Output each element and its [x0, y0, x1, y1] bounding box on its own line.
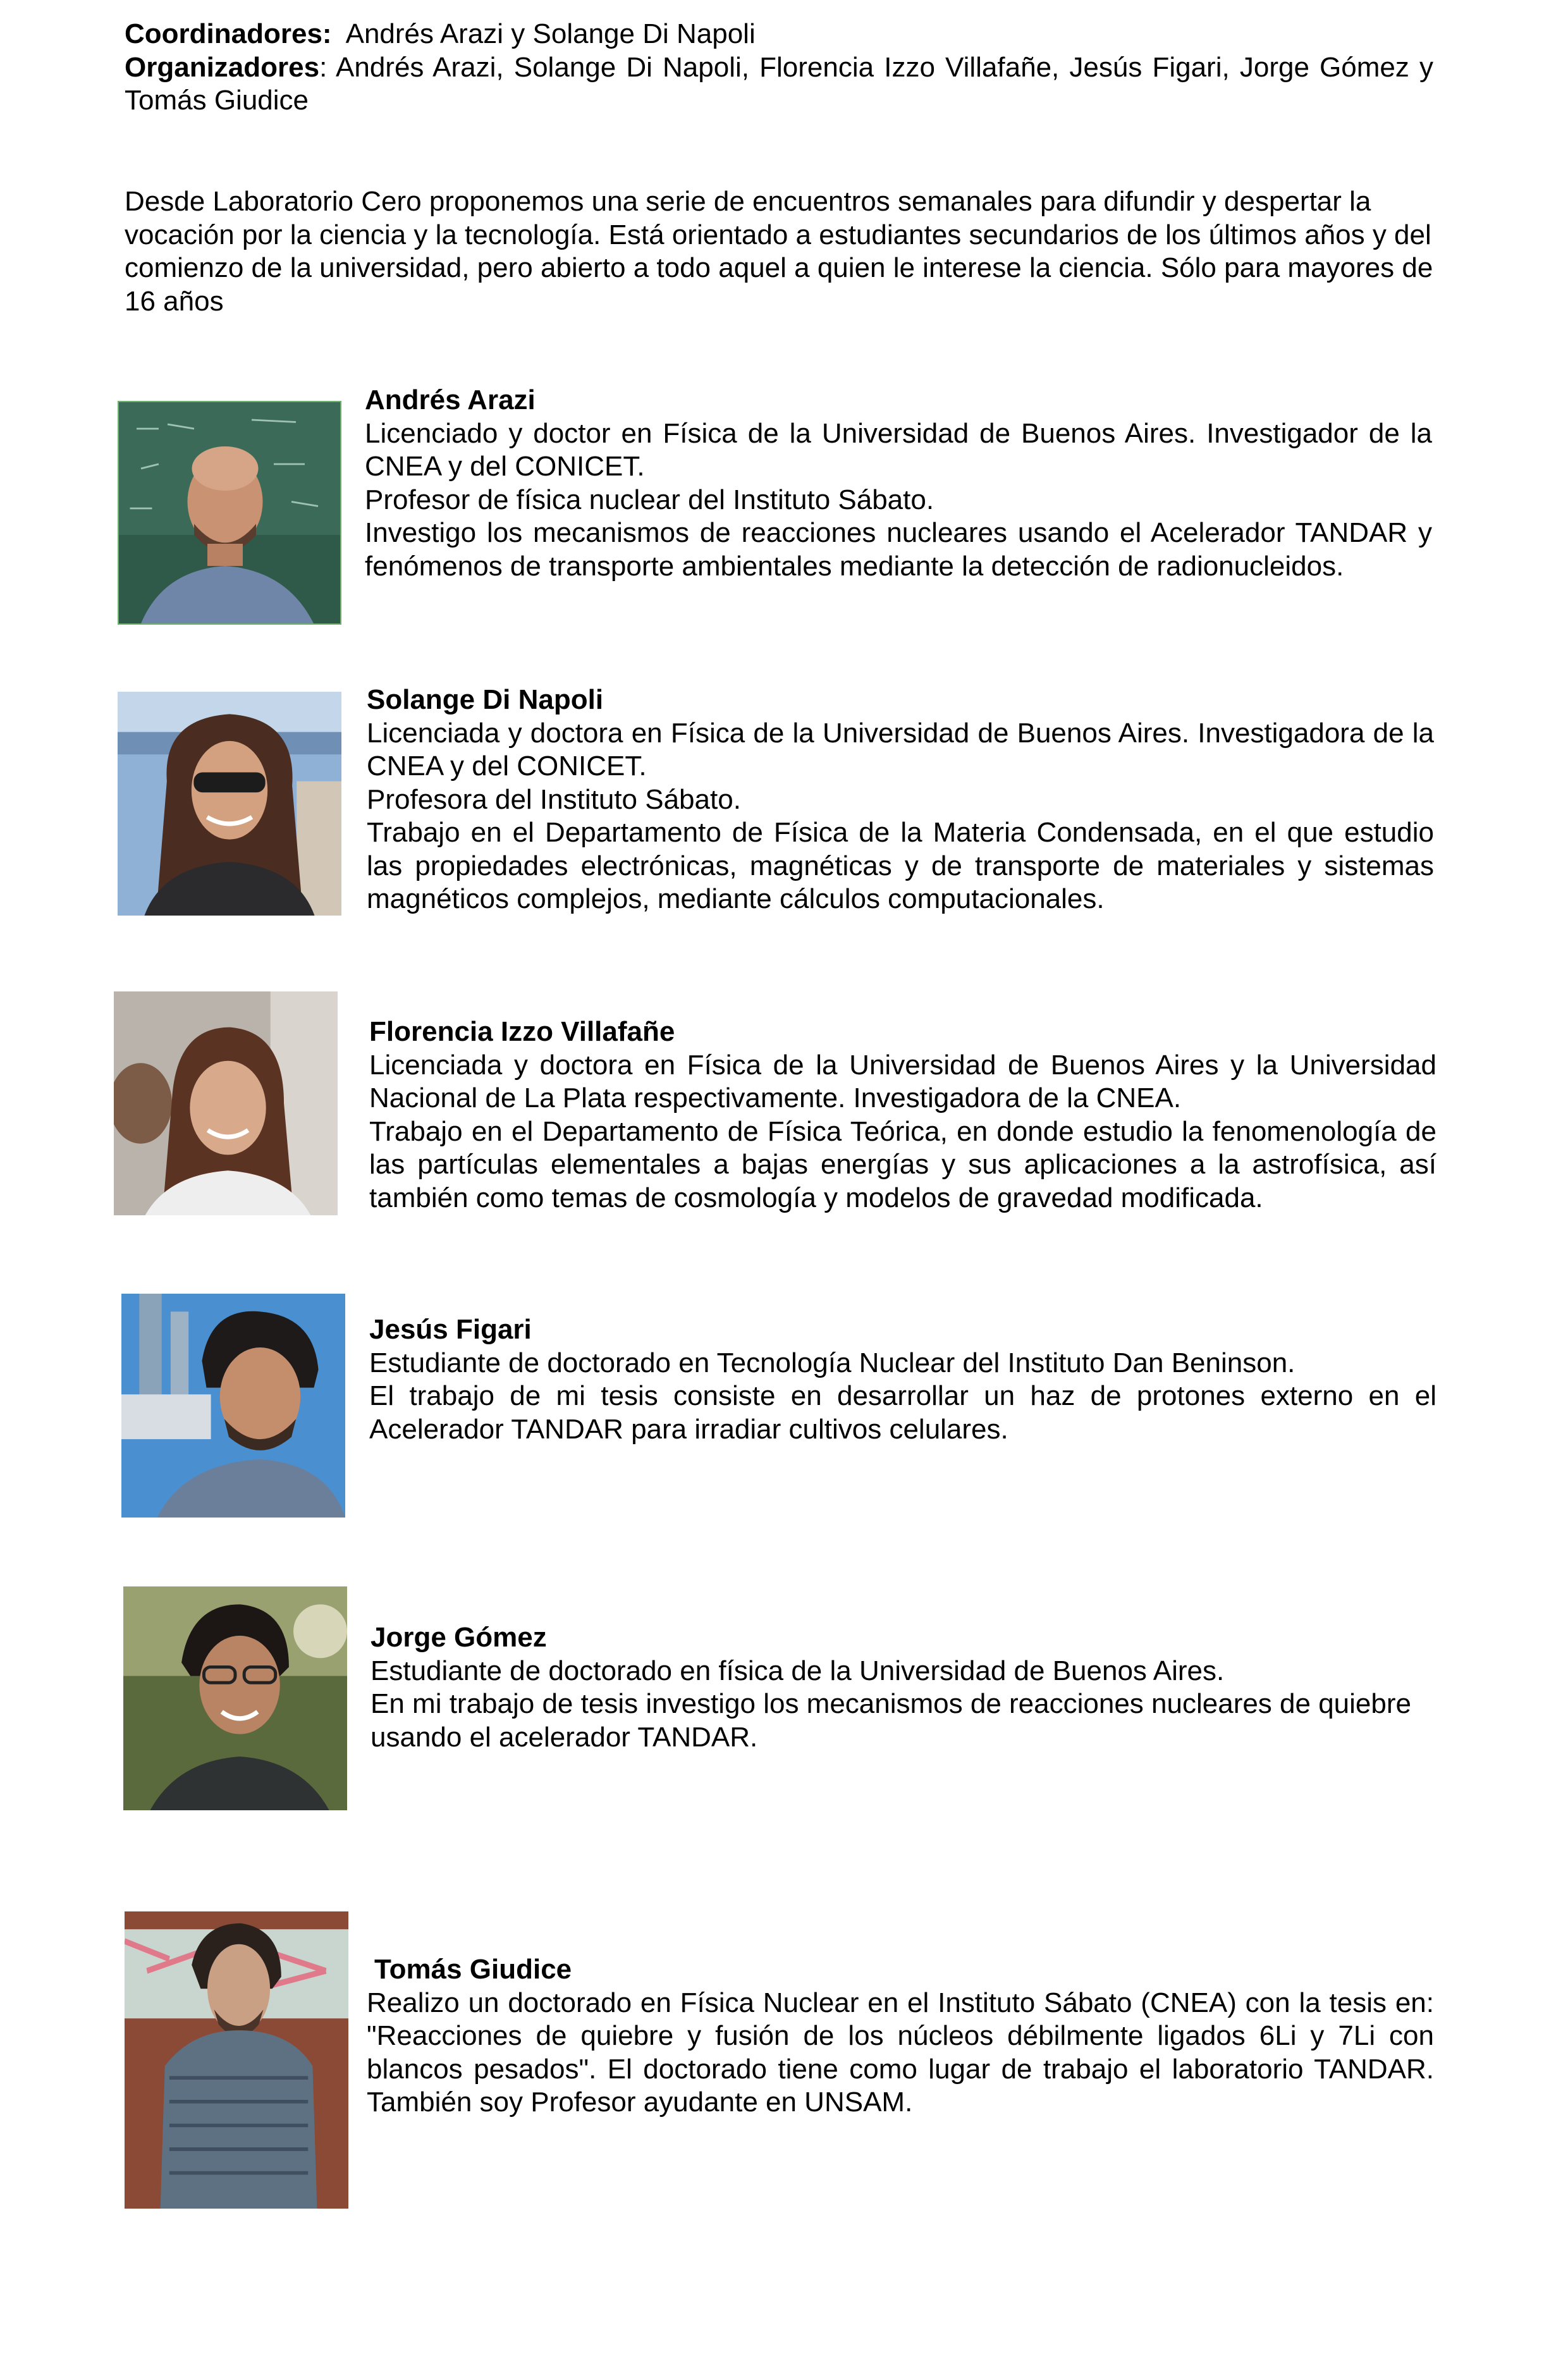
coordinators-value: Andrés Arazi y Solange Di Napoli [345, 18, 756, 49]
credits-block [125, 18, 1433, 118]
bio-line: Estudiante de doctorado en física de la Universidad de Buenos Aires. [371, 1655, 1225, 1686]
photo-jesus-figari [121, 1294, 345, 1518]
person-name: Tomás Giudice [374, 1954, 572, 1985]
person-name: Andrés Arazi [365, 384, 536, 415]
bio-jorge-gomez [371, 1621, 1438, 1754]
organizers-line [125, 51, 1433, 118]
bio-line: Trabajo en el Departamento de Física de la Materia Condensada, en el que estudio las propiedades electrónicas, magnéticas y de transporte de materiales y sistemas magnéticos complejos, mediante cálculos computacionales. [367, 817, 1434, 914]
bio-line: En mi trabajo de tesis investigo los mecanismos de reacciones nucleares de quiebre usando el acelerador TANDAR. [371, 1688, 1411, 1753]
bio-line: Investigo los mecanismos de reacciones nucleares usando el Acelerador TANDAR y fenómenos de transporte ambientales mediante la detección de radionucleidos. [365, 517, 1432, 582]
bio-line: Realizo un doctorado en Física Nuclear en el Instituto Sábato (CNEA) con la tesis en: "Reacciones de quiebre y fusión de los núcleos débilmente ligados 6Li y 7Li con blancos pesados". El doctorado tiene como lugar de trabajo el laboratorio TANDAR. También soy Profesor ayudante en UNSAM. [367, 1987, 1434, 2118]
person-name: Jorge Gómez [371, 1622, 547, 1653]
bio-line: El trabajo de mi tesis consiste en desarrollar un haz de protones externo en el Acelerador TANDAR para irradiar cultivos celulares. [369, 1380, 1436, 1445]
coordinators-line [125, 18, 1433, 51]
bio-florencia-izzo-villafane [369, 1015, 1436, 1215]
bio-line: Profesora del Instituto Sábato. [367, 783, 741, 815]
photo-tomas-giudice [125, 1911, 348, 2209]
bio-line: Licenciado y doctor en Física de la Universidad de Buenos Aires. Investigador de la CNEA y del CONICET. [365, 417, 1432, 482]
bio-line: Trabajo en el Departamento de Física Teórica, en donde estudio la fenomenología de las partículas elementales a bajas energías y sus aplicaciones a la astrofísica, así también como temas de cosmología y modelos de gravedad modificada. [369, 1115, 1436, 1213]
person-name: Solange Di Napoli [367, 684, 604, 715]
bio-tomas-giudice [367, 1953, 1434, 2119]
photo-jorge-gomez [123, 1586, 347, 1810]
organizers-value: : Andrés Arazi, Solange Di Napoli, Florencia Izzo Villafañe, Jesús Figari, Jorge Gómez y Tomás Giudice [125, 51, 1433, 116]
coordinators-label: Coordinadores: [125, 18, 332, 49]
bio-line: Licenciada y doctora en Física de la Universidad de Buenos Aires. Investigadora de la CNEA y del CONICET. [367, 717, 1434, 782]
person-name: Jesús Figari [369, 1314, 532, 1345]
person-name: Florencia Izzo Villafañe [369, 1016, 675, 1047]
photo-andres-arazi [118, 401, 341, 625]
bio-line: Profesor de física nuclear del Instituto Sábato. [365, 484, 934, 515]
bio-line: Licenciada y doctora en Física de la Universidad de Buenos Aires y la Universidad Nacional de La Plata respectivamente. Investigadora de la CNEA. [369, 1049, 1436, 1113]
organizers-label: Organizadores [125, 51, 320, 83]
bio-andres-arazi [365, 384, 1432, 583]
bio-jesus-figari [369, 1313, 1436, 1446]
photo-solange-di-napoli [118, 692, 341, 916]
photo-florencia-izzo-villafane [114, 991, 338, 1215]
bio-solange-di-napoli [367, 684, 1434, 916]
bio-line: Estudiante de doctorado en Tecnología Nuclear del Instituto Dan Beninson. [369, 1347, 1295, 1378]
intro-paragraph: Desde Laboratorio Cero proponemos una serie de encuentros semanales para difundir y despertar la vocación por la ciencia y la tecnología. Está orientado a estudiantes secundarios de los últimos años y del comienzo de la universidad, pero abierto a todo aquel a quien le interese la ciencia. Sólo para mayores de 16 años [125, 186, 1433, 317]
